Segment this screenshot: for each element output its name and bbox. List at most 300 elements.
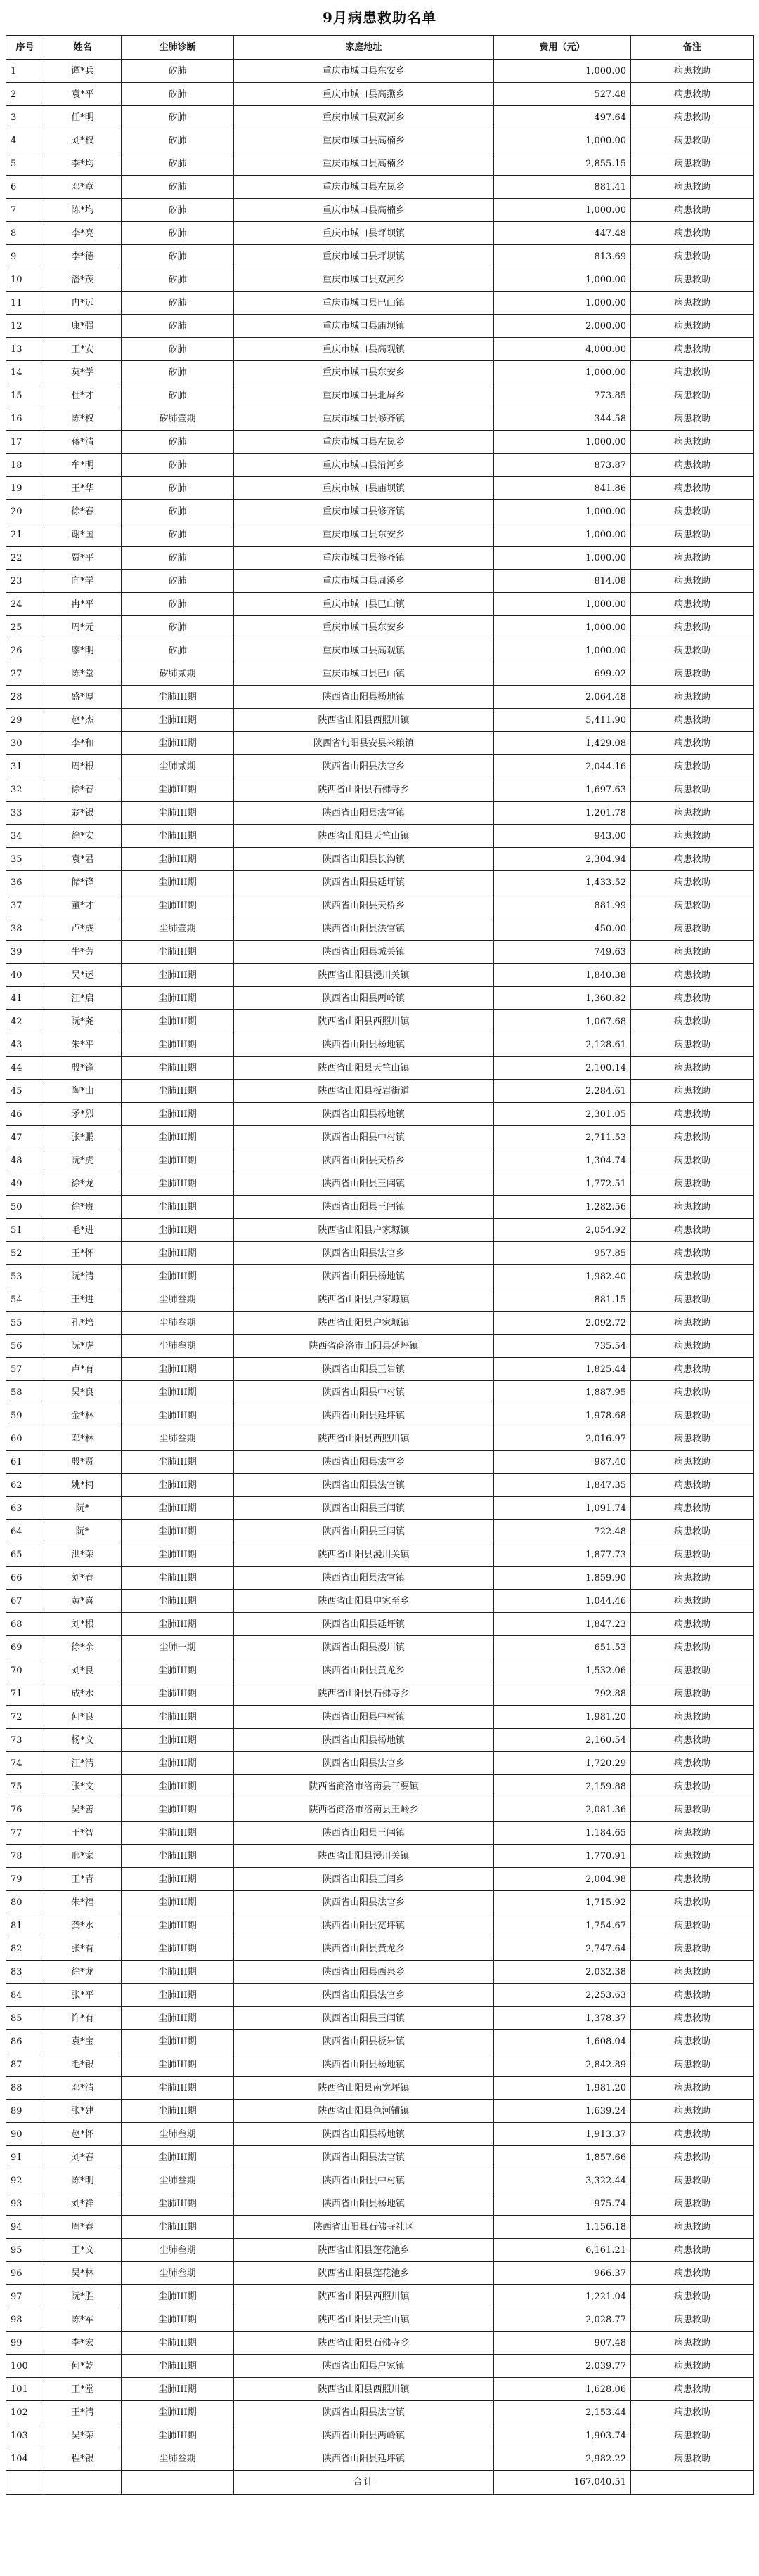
row-address-cell: 陕西省山阳县延坪镇 [234,2447,494,2471]
row-index-cell: 88 [6,2077,44,2100]
row-fee-cell: 1,754.67 [494,1914,631,1937]
row-name-cell: 邓*清 [44,2077,122,2100]
row-diagnosis-cell: 尘肺壹期 [122,917,234,941]
row-diagnosis-cell: 尘肺III期 [122,871,234,894]
row-index-cell: 55 [6,1312,44,1335]
row-note-cell: 病患救助 [631,1543,754,1567]
row-address-cell: 陕西省山阳县杨地镇 [234,1033,494,1057]
row-fee-cell: 2,304.94 [494,848,631,871]
row-index-cell: 98 [6,2308,44,2332]
row-name-cell: 袁*平 [44,83,122,106]
row-diagnosis-cell: 尘肺III期 [122,1149,234,1172]
row-address-cell: 陕西省山阳县莲花池乡 [234,2262,494,2285]
row-diagnosis-cell: 尘肺III期 [122,1196,234,1219]
row-name-cell: 谭*兵 [44,60,122,83]
row-diagnosis-cell: 尘肺III期 [122,2007,234,2030]
row-name-cell: 张*建 [44,2100,122,2123]
row-index-cell: 41 [6,987,44,1010]
row-fee-cell: 1,847.23 [494,1613,631,1636]
row-address-cell: 陕西省山阳县黄龙乡 [234,1937,494,1961]
row-note-cell: 病患救助 [631,1914,754,1937]
header-diagnosis: 尘肺诊断 [122,36,234,60]
row-index-cell: 19 [6,477,44,500]
row-note-cell: 病患救助 [631,1752,754,1775]
row-fee-cell: 907.48 [494,2332,631,2355]
row-name-cell: 吴*良 [44,1381,122,1404]
row-address-cell: 陕西省山阳县漫川关镇 [234,964,494,987]
table-row [6,1775,754,1798]
row-name-cell: 储*锋 [44,871,122,894]
row-address-cell: 陕西省山阳县户家塬镇 [234,1288,494,1312]
row-note-cell: 病患救助 [631,987,754,1010]
row-fee-cell: 1,628.06 [494,2378,631,2401]
row-address-cell: 陕西省山阳县杨地镇 [234,1729,494,1752]
row-name-cell: 翁*银 [44,802,122,825]
row-index-cell: 78 [6,1845,44,1868]
row-note-cell: 病患救助 [631,1520,754,1543]
row-fee-cell: 2,284.61 [494,1080,631,1103]
row-address-cell: 陕西省山阳县西照川镇 [234,2378,494,2401]
row-fee-cell: 1,913.37 [494,2123,631,2146]
row-fee-cell: 1,304.74 [494,1149,631,1172]
row-index-cell: 11 [6,292,44,315]
row-diagnosis-cell: 矽肺 [122,106,234,129]
row-diagnosis-cell: 尘肺III期 [122,1914,234,1937]
row-diagnosis-cell: 尘肺III期 [122,1613,234,1636]
row-name-cell: 陈*权 [44,407,122,431]
row-index-cell: 37 [6,894,44,917]
row-fee-cell: 881.15 [494,1288,631,1312]
row-name-cell: 徐*龙 [44,1172,122,1196]
row-note-cell: 病患救助 [631,1265,754,1288]
table-row [6,2169,754,2192]
row-diagnosis-cell: 矽肺 [122,361,234,384]
row-note-cell: 病患救助 [631,709,754,732]
row-fee-cell: 2,004.98 [494,1868,631,1891]
row-name-cell: 牛*劳 [44,941,122,964]
row-address-cell: 陕西省山阳县中村镇 [234,1706,494,1729]
row-index-cell: 94 [6,2216,44,2239]
row-address-cell: 陕西省山阳县王闫镇 [234,1822,494,1845]
table-row [6,1752,754,1775]
row-note-cell: 病患救助 [631,1010,754,1033]
row-diagnosis-cell: 尘肺一期 [122,1636,234,1659]
total-spacer-note [631,2471,754,2495]
table-row [6,802,754,825]
row-index-cell: 10 [6,268,44,292]
row-name-cell: 殷*锋 [44,1057,122,1080]
row-fee-cell: 1,000.00 [494,593,631,616]
row-diagnosis-cell: 尘肺III期 [122,894,234,917]
row-index-cell: 75 [6,1775,44,1798]
row-address-cell: 陕西省山阳县色河铺镇 [234,2100,494,2123]
row-fee-cell: 1,221.04 [494,2285,631,2308]
row-name-cell: 蒋*清 [44,431,122,454]
table-row [6,2355,754,2378]
row-diagnosis-cell: 尘肺III期 [122,2332,234,2355]
table-row [6,500,754,523]
row-fee-cell: 873.87 [494,454,631,477]
row-fee-cell: 813.69 [494,245,631,268]
row-address-cell: 重庆市城口县巴山镇 [234,292,494,315]
table-row [6,1659,754,1682]
row-diagnosis-cell: 矽肺 [122,454,234,477]
row-diagnosis-cell: 尘肺III期 [122,1706,234,1729]
row-diagnosis-cell: 尘肺III期 [122,1590,234,1613]
header-note: 备注 [631,36,754,60]
row-name-cell: 阮*虎 [44,1149,122,1172]
row-name-cell: 张*文 [44,1775,122,1798]
row-address-cell: 重庆市城口县修齐镇 [234,407,494,431]
row-address-cell: 陕西省山阳县中村镇 [234,1126,494,1149]
table-row [6,176,754,199]
row-index-cell: 5 [6,152,44,176]
table-row [6,2424,754,2447]
row-fee-cell: 2,044.16 [494,755,631,778]
row-index-cell: 71 [6,1682,44,1706]
row-index-cell: 38 [6,917,44,941]
row-name-cell: 邢*家 [44,1845,122,1868]
total-spacer-name [44,2471,122,2495]
row-name-cell: 龚*水 [44,1914,122,1937]
row-index-cell: 18 [6,454,44,477]
row-diagnosis-cell: 尘肺III期 [122,2424,234,2447]
table-row [6,523,754,547]
row-name-cell: 牟*明 [44,454,122,477]
row-index-cell: 93 [6,2192,44,2216]
row-address-cell: 重庆市城口县庙坝镇 [234,477,494,500]
row-address-cell: 重庆市城口县巴山镇 [234,593,494,616]
table-row [6,2285,754,2308]
row-diagnosis-cell: 尘肺III期 [122,1729,234,1752]
row-note-cell: 病患救助 [631,1474,754,1497]
row-address-cell: 陕西省山阳县天桥乡 [234,894,494,917]
row-index-cell: 21 [6,523,44,547]
table-row [6,1172,754,1196]
row-name-cell: 徐*春 [44,778,122,802]
row-diagnosis-cell: 矽肺 [122,616,234,639]
row-diagnosis-cell: 尘肺叁期 [122,2447,234,2471]
row-name-cell: 黄*喜 [44,1590,122,1613]
row-name-cell: 莫*学 [44,361,122,384]
table-row [6,199,754,222]
row-name-cell: 王*安 [44,338,122,361]
table-row [6,1961,754,1984]
row-index-cell: 32 [6,778,44,802]
row-fee-cell: 957.85 [494,1242,631,1265]
row-index-cell: 95 [6,2239,44,2262]
row-note-cell: 病患救助 [631,1659,754,1682]
row-diagnosis-cell: 矽肺 [122,338,234,361]
table-row [6,222,754,245]
row-note-cell: 病患救助 [631,1057,754,1080]
row-name-cell: 廖*明 [44,639,122,662]
row-fee-cell: 1,772.51 [494,1172,631,1196]
row-note-cell: 病患救助 [631,2100,754,2123]
total-spacer-diagnosis [122,2471,234,2495]
row-fee-cell: 1,000.00 [494,500,631,523]
row-diagnosis-cell: 矽肺 [122,129,234,152]
table-row [6,1868,754,1891]
row-name-cell: 任*明 [44,106,122,129]
row-name-cell: 陶*山 [44,1080,122,1103]
row-address-cell: 陕西省山阳县户家镇 [234,2355,494,2378]
row-diagnosis-cell: 尘肺III期 [122,709,234,732]
table-row [6,2123,754,2146]
row-name-cell: 矛*烈 [44,1103,122,1126]
table-row [6,1381,754,1404]
row-address-cell: 陕西省山阳县漫川镇 [234,1636,494,1659]
table-row [6,129,754,152]
row-address-cell: 重庆市城口县修齐镇 [234,500,494,523]
row-note-cell: 病患救助 [631,1613,754,1636]
row-fee-cell: 1,201.78 [494,802,631,825]
row-note-cell: 病患救助 [631,83,754,106]
row-fee-cell: 450.00 [494,917,631,941]
row-fee-cell: 2,100.14 [494,1057,631,1080]
row-index-cell: 42 [6,1010,44,1033]
row-address-cell: 重庆市城口县高楠乡 [234,152,494,176]
row-diagnosis-cell: 尘肺III期 [122,2100,234,2123]
row-address-cell: 陕西省山阳县杨地镇 [234,1265,494,1288]
row-address-cell: 陕西省山阳县石佛寺社区 [234,2216,494,2239]
row-note-cell: 病患救助 [631,1358,754,1381]
row-fee-cell: 966.37 [494,2262,631,2285]
row-diagnosis-cell: 尘肺III期 [122,1567,234,1590]
row-note-cell: 病患救助 [631,292,754,315]
row-note-cell: 病患救助 [631,825,754,848]
row-fee-cell: 1,981.20 [494,1706,631,1729]
row-name-cell: 徐*安 [44,825,122,848]
row-fee-cell: 2,153.44 [494,2401,631,2424]
row-fee-cell: 2,064.48 [494,686,631,709]
row-index-cell: 57 [6,1358,44,1381]
row-note-cell: 病患救助 [631,523,754,547]
row-address-cell: 陕西省山阳县莲花池乡 [234,2239,494,2262]
row-diagnosis-cell: 矽肺 [122,477,234,500]
row-index-cell: 104 [6,2447,44,2471]
row-address-cell: 陕西省山阳县法官镇 [234,802,494,825]
row-index-cell: 77 [6,1822,44,1845]
row-address-cell: 陕西省山阳县王岩镇 [234,1358,494,1381]
table-row [6,2262,754,2285]
row-note-cell: 病患救助 [631,1033,754,1057]
row-note-cell: 病患救助 [631,176,754,199]
table-header-row [6,36,754,60]
row-address-cell: 陕西省山阳县杨地镇 [234,686,494,709]
row-address-cell: 重庆市城口县巴山镇 [234,662,494,686]
table-row [6,639,754,662]
row-name-cell: 吴*荣 [44,2424,122,2447]
row-address-cell: 陕西省山阳县法官乡 [234,1451,494,1474]
row-fee-cell: 792.88 [494,1682,631,1706]
row-fee-cell: 2,160.54 [494,1729,631,1752]
row-name-cell: 吴*善 [44,1798,122,1822]
row-fee-cell: 2,301.05 [494,1103,631,1126]
table-row [6,1543,754,1567]
row-note-cell: 病患救助 [631,1172,754,1196]
row-fee-cell: 1,770.91 [494,1845,631,1868]
row-note-cell: 病患救助 [631,338,754,361]
row-fee-cell: 1,091.74 [494,1497,631,1520]
table-row [6,894,754,917]
relief-roster-table [6,35,754,2495]
row-address-cell: 陕西省山阳县杨地镇 [234,2123,494,2146]
row-index-cell: 81 [6,1914,44,1937]
row-note-cell: 病患救助 [631,2447,754,2471]
row-diagnosis-cell: 尘肺III期 [122,1172,234,1196]
row-note-cell: 病患救助 [631,1567,754,1590]
row-address-cell: 陕西省山阳县长沟镇 [234,848,494,871]
row-fee-cell: 6,161.21 [494,2239,631,2262]
row-address-cell: 陕西省商洛市洛南县三要镇 [234,1775,494,1798]
row-note-cell: 病患救助 [631,1451,754,1474]
table-row [6,825,754,848]
row-address-cell: 陕西省山阳县西照川镇 [234,2285,494,2308]
row-index-cell: 33 [6,802,44,825]
row-index-cell: 56 [6,1335,44,1358]
row-name-cell: 成*水 [44,1682,122,1706]
table-row [6,268,754,292]
row-name-cell: 周*根 [44,755,122,778]
row-fee-cell: 699.02 [494,662,631,686]
table-row [6,315,754,338]
row-index-cell: 72 [6,1706,44,1729]
row-index-cell: 16 [6,407,44,431]
row-note-cell: 病患救助 [631,1937,754,1961]
row-note-cell: 病患救助 [631,1729,754,1752]
row-fee-cell: 2,855.15 [494,152,631,176]
row-address-cell: 陕西省山阳县天桥乡 [234,1149,494,1172]
row-name-cell: 袁*君 [44,848,122,871]
row-address-cell: 陕西省山阳县法官乡 [234,1242,494,1265]
row-fee-cell: 2,032.38 [494,1961,631,1984]
table-row [6,2239,754,2262]
table-row [6,2378,754,2401]
row-name-cell: 杜*才 [44,384,122,407]
table-row [6,1265,754,1288]
table-row [6,1845,754,1868]
row-address-cell: 重庆市城口县东安乡 [234,60,494,83]
row-name-cell: 阮* [44,1520,122,1543]
row-index-cell: 29 [6,709,44,732]
row-index-cell: 74 [6,1752,44,1775]
row-note-cell: 病患救助 [631,1636,754,1659]
row-address-cell: 陕西省山阳县杨地镇 [234,2053,494,2077]
row-fee-cell: 1,360.82 [494,987,631,1010]
row-fee-cell: 735.54 [494,1335,631,1358]
row-index-cell: 43 [6,1033,44,1057]
row-name-cell: 冉*远 [44,292,122,315]
row-note-cell: 病患救助 [631,1196,754,1219]
row-note-cell: 病患救助 [631,129,754,152]
table-row [6,871,754,894]
row-address-cell: 重庆市城口县庙坝镇 [234,315,494,338]
row-index-cell: 9 [6,245,44,268]
row-diagnosis-cell: 尘肺III期 [122,778,234,802]
row-address-cell: 陕西省商洛市山阳县延坪镇 [234,1335,494,1358]
row-name-cell: 张*平 [44,1984,122,2007]
table-row [6,732,754,755]
table-row [6,686,754,709]
row-diagnosis-cell: 尘肺III期 [122,1404,234,1427]
row-name-cell: 阮*尧 [44,1010,122,1033]
table-row [6,1033,754,1057]
row-name-cell: 李*德 [44,245,122,268]
header-name: 姓名 [44,36,122,60]
row-note-cell: 病患救助 [631,2332,754,2355]
row-address-cell: 陕西省山阳县板岩镇 [234,2030,494,2053]
row-diagnosis-cell: 矽肺 [122,222,234,245]
row-diagnosis-cell: 尘肺叁期 [122,2123,234,2146]
row-address-cell: 陕西省山阳县板岩街道 [234,1080,494,1103]
row-index-cell: 30 [6,732,44,755]
row-note-cell: 病患救助 [631,1381,754,1404]
table-row [6,2447,754,2471]
row-fee-cell: 527.48 [494,83,631,106]
row-fee-cell: 1,639.24 [494,2100,631,2123]
row-diagnosis-cell: 尘肺III期 [122,1265,234,1288]
row-diagnosis-cell: 尘肺III期 [122,1358,234,1381]
row-address-cell: 陕西省山阳县户家塬镇 [234,1219,494,1242]
row-note-cell: 病患救助 [631,1080,754,1103]
row-name-cell: 张*有 [44,1937,122,1961]
row-name-cell: 阮* [44,1497,122,1520]
table-row [6,1242,754,1265]
table-row [6,245,754,268]
row-index-cell: 34 [6,825,44,848]
row-diagnosis-cell: 尘肺III期 [122,2077,234,2100]
row-fee-cell: 1,156.18 [494,2216,631,2239]
row-diagnosis-cell: 尘肺III期 [122,1451,234,1474]
row-address-cell: 陕西省山阳县西照川镇 [234,1010,494,1033]
row-index-cell: 44 [6,1057,44,1080]
row-fee-cell: 1,000.00 [494,268,631,292]
row-address-cell: 陕西省山阳县王闫镇 [234,1520,494,1543]
row-address-cell: 陕西省山阳县南宽坪镇 [234,2077,494,2100]
row-diagnosis-cell: 尘肺叁期 [122,1427,234,1451]
row-note-cell: 病患救助 [631,477,754,500]
row-name-cell: 朱*福 [44,1891,122,1914]
row-diagnosis-cell: 尘肺III期 [122,1682,234,1706]
row-note-cell: 病患救助 [631,871,754,894]
row-index-cell: 35 [6,848,44,871]
row-address-cell: 陕西省旬阳县安县米粮镇 [234,732,494,755]
table-row [6,662,754,686]
row-diagnosis-cell: 尘肺III期 [122,1103,234,1126]
row-fee-cell: 1,000.00 [494,60,631,83]
row-name-cell: 吴*林 [44,2262,122,2285]
row-address-cell: 陕西省山阳县天竺山镇 [234,2308,494,2332]
row-index-cell: 46 [6,1103,44,1126]
row-name-cell: 张*鹏 [44,1126,122,1149]
row-name-cell: 董*才 [44,894,122,917]
table-row [6,60,754,83]
row-address-cell: 陕西省山阳县法官乡 [234,1891,494,1914]
row-diagnosis-cell: 尘肺III期 [122,2308,234,2332]
row-diagnosis-cell: 矽肺 [122,245,234,268]
header-fee: 费用（元） [494,36,631,60]
table-row [6,2332,754,2355]
row-fee-cell: 1,887.95 [494,1381,631,1404]
row-index-cell: 64 [6,1520,44,1543]
row-note-cell: 病患救助 [631,2053,754,2077]
row-index-cell: 67 [6,1590,44,1613]
row-name-cell: 王*清 [44,2401,122,2424]
row-diagnosis-cell: 尘肺III期 [122,848,234,871]
row-fee-cell: 881.41 [494,176,631,199]
row-index-cell: 60 [6,1427,44,1451]
